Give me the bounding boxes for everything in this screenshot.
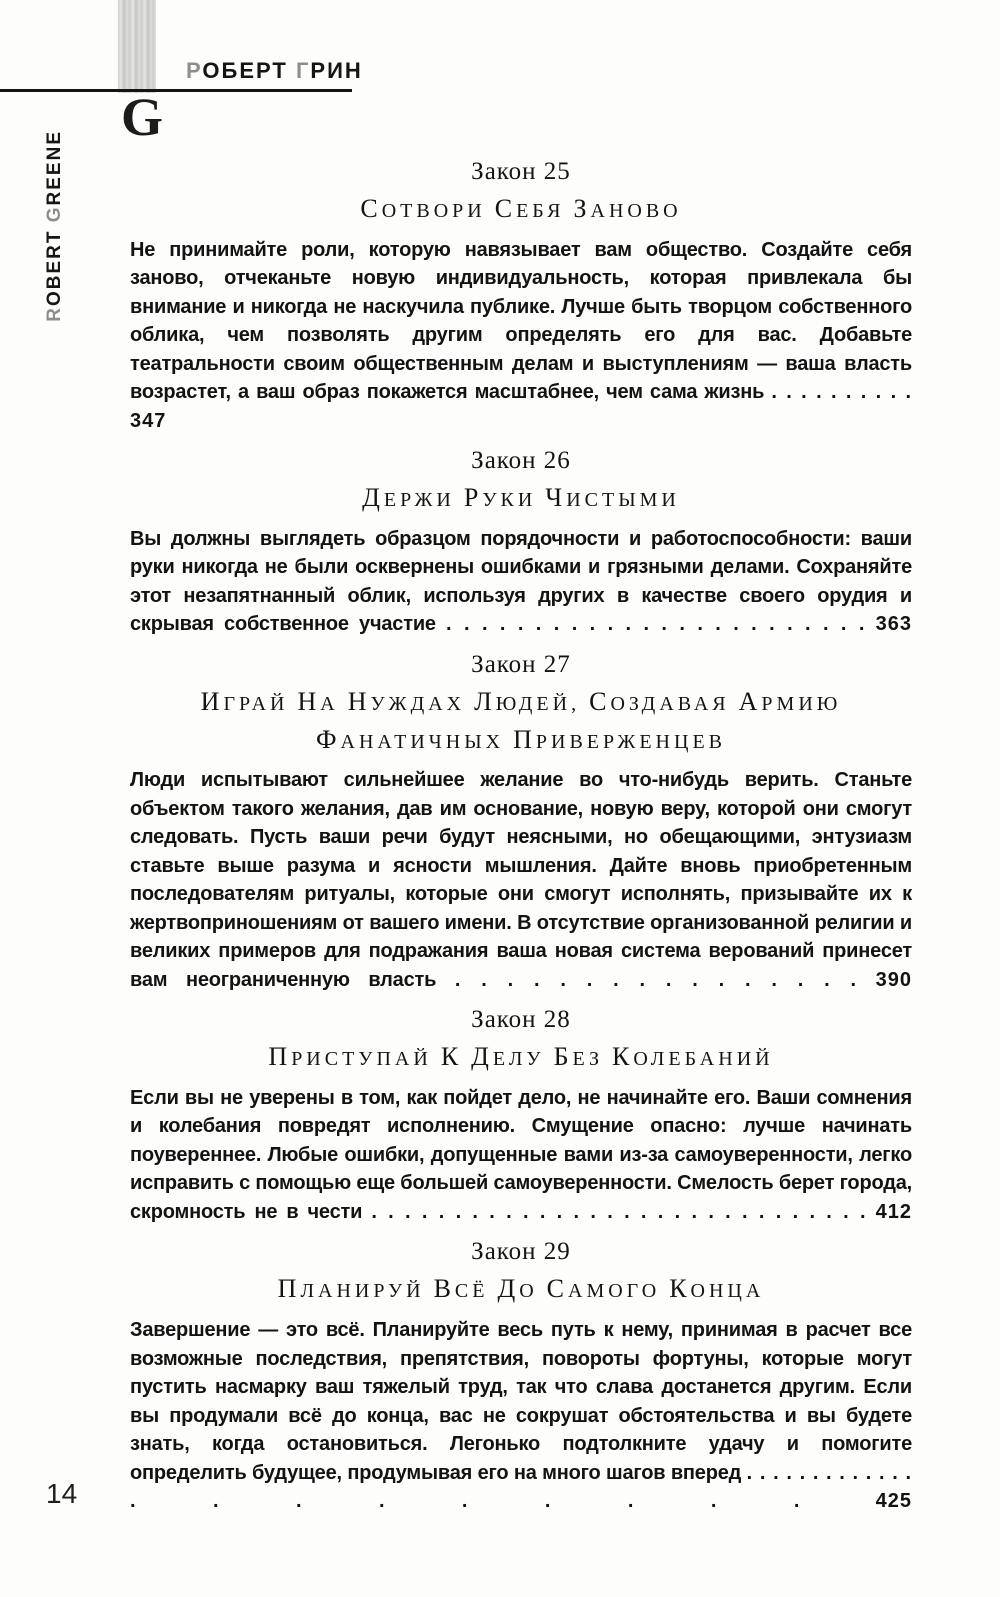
law-description: Люди испытывают сильнейшее желание во что-нибудь верить. Станьте объектом такого желания, дав им основание, новую веру, которой они смогут следовать. Пусть ваши речи будут неясными, но обещающими, энтузиазм ставьте выше разума и ясности мышления. Дайте вновь приобретенным последователям ритуалы, которые они смогут исполнять, призывайте их к жертвоприношениям от вашего имени. В отсутствие организованной религии и великих примеров для подражания ваша новая система верований принесет вам неограниченную власть . . . . . . . . . . . . . . . . 390 xyxy=(130,769,912,991)
toc-entry-law-29 xyxy=(130,1238,912,1515)
page-reference: 390 xyxy=(875,968,912,991)
dot-leader: . . . . . . . . . . . . . . . . . . . . . . xyxy=(130,1461,912,1513)
header-divider-rule xyxy=(0,89,352,92)
table-of-contents xyxy=(130,146,912,1516)
page-number: 14 xyxy=(46,1478,78,1509)
law-number-heading: Закон 25 xyxy=(471,158,571,185)
law-number-heading: Закон 28 xyxy=(471,1006,571,1034)
law-description: Если вы не уверены в том, как пойдет дело, не начинайте его. Ваши сомнения и колебания повредят исполнению. Смущение опасно: лучше начинать поувереннее. Любые ошибки, допущенные вами из-за самоуверенности, легко исправить с помощью еще большей самоуверенности. Смелость берет города, скромность не в чести . . . . . . . . . . . . . . . . . . . . . . . . . . . . . . 412 xyxy=(130,1086,913,1223)
header-author-initial: Р xyxy=(186,58,203,83)
law-title: ПРИСТУПАЙ К ДЕЛУ БЕЗ КОЛЕБАНИЙ xyxy=(268,1042,774,1072)
law-description: Не принимайте роли, которую навязывает вам общество. Создайте себя заново, отчеканьте новую индивидуальность, которая привлекала бы внимание и никогда не наскучила публике. Лучше быть творцом собственного облика, чем позволять другим определять его для вас. Добавьте театральности своим общественным делам и выступлениям — ваша власть возрастет, а ваш образ покажется масштабнее, чем сама жизнь . . . . . . . . . . 347 xyxy=(130,238,913,432)
law-description: Вы должны выглядеть образцом порядочности и работоспособности: ваши руки никогда не были осквернены ошибками и грязными делами. Сохраняйте этот незапятнанный облик, используя других в качестве своего орудия и скрывая собственное участие . . . . . . . . . . . . . . . . . . . . . . . . 363 xyxy=(130,527,913,636)
law-description: Завершение — это всё. Планируйте весь путь к нему, принимая в расчет все возможные последствия, препятствия, повороты фортуны, которые могут пустить насмарку ваш тяжелый труд, так что слава достанется другим. Если вы продумали всё до конца, вас не сокрушат обстоятельства и вы будете знать, когда остановиться. Легонько подтолкните удачу и помогите определить будущее, продумывая его на много шагов вперед . . . . . . . . . . . . . . . . . . . . . . 425 xyxy=(130,1319,913,1513)
toc-entry-law-26 xyxy=(130,447,912,639)
page-reference: 363 xyxy=(875,613,913,636)
law-title: ДЕРЖИ РУКИ ЧИСТЫМИ xyxy=(362,483,680,513)
spine-author-vertical-text: ROBERT GREENE xyxy=(44,130,65,322)
law-number-heading: Закон 26 xyxy=(471,447,571,475)
law-title: ПЛАНИРУЙ ВСЁ ДО САМОГО КОНЦА xyxy=(277,1274,765,1304)
dot-leader: . . . . . . . . . . . . . . . . . . . . . . . . xyxy=(446,613,866,636)
publisher-logo-g: G xyxy=(121,87,164,147)
dot-leader: . . . . . . . . . . . . . . . . xyxy=(454,968,857,991)
page-reference: 425 xyxy=(875,1490,913,1513)
page-reference: 412 xyxy=(875,1200,913,1223)
toc-entry-law-25 xyxy=(130,158,912,435)
header-author-name: РОБЕРТ ГРИН xyxy=(186,58,363,83)
toc-entry-law-28 xyxy=(130,1006,912,1226)
header-author-initial: Г xyxy=(295,58,311,83)
law-title: ИГРАЙ НА НУЖДАХ ЛЮДЕЙ, СОЗДАВАЯ АРМИЮ ФАНАТИЧНЫХ ПРИВЕРЖЕНЦЕВ xyxy=(200,686,842,754)
law-number-heading: Закон 27 xyxy=(471,650,571,678)
dot-leader: . . . . . . . . . . . . . . . . . . . . . . . . . . . . . . xyxy=(371,1200,867,1223)
law-title: СОТВОРИ СЕБЯ ЗАНОВО xyxy=(360,194,682,223)
toc-entry-law-27 xyxy=(130,651,912,994)
law-number-heading: Закон 29 xyxy=(471,1238,571,1266)
dot-leader: . . . . . . . . . . xyxy=(771,381,913,404)
page-reference: 347 xyxy=(130,409,167,432)
spine-texture-block xyxy=(118,0,156,93)
